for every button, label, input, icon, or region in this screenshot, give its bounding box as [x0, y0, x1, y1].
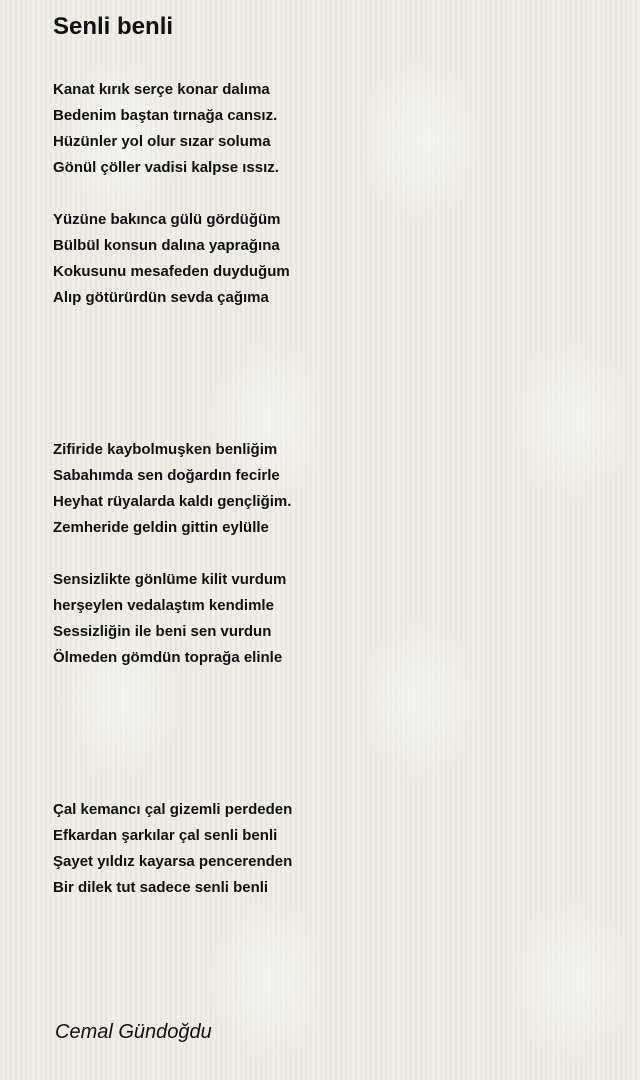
poem-line: Kanat kırık serçe konar dalıma — [53, 81, 270, 98]
stanza-2 — [53, 207, 290, 311]
poem-line: Zifiride kaybolmuşken benliğim — [53, 441, 278, 458]
poem-line: Sabahımda sen doğardın fecirle — [53, 467, 280, 484]
poem-line: Ölmeden gömdün toprağa elinle — [53, 649, 283, 666]
poem-line: Yüzüne bakınca gülü gördüğüm — [53, 211, 281, 228]
poem-line: Efkardan şarkılar çal senli benli — [53, 827, 278, 844]
poem-line: herşeylen vedalaştım kendimle — [53, 597, 274, 614]
poem-author: Cemal Gündoğdu — [55, 1021, 212, 1043]
poem-line: Kokusunu mesafeden duyduğum — [53, 263, 290, 280]
poem-line: Bir dilek tut sadece senli benli — [53, 879, 269, 896]
poem-line: Heyhat rüyalarda kaldı gençliğim. — [53, 493, 292, 510]
poem-line: Bedenim baştan tırnağa cansız. — [53, 107, 278, 124]
poem-line: Sessizliğin ile beni sen vurdun — [53, 623, 272, 640]
stanza-1 — [53, 77, 279, 181]
poem-title: Senli benli — [53, 13, 174, 40]
poem-line: Hüzünler yol olur sızar soluma — [53, 133, 271, 150]
stanza-4 — [53, 567, 286, 671]
poem-line: Şayet yıldız kayarsa pencerenden — [53, 853, 293, 870]
poem-line: Sensizlikte gönlüme kilit vurdum — [53, 571, 287, 588]
poem-line: Gönül çöller vadisi kalpse ıssız. — [53, 159, 279, 176]
poem-line: Bülbül konsun dalına yaprağına — [53, 237, 280, 254]
poem-line: Zemheride geldin gittin eylülle — [53, 519, 269, 536]
stanza-3 — [53, 437, 291, 541]
poem-line: Alıp götürürdün sevda çağıma — [53, 289, 269, 306]
stanza-5 — [53, 797, 292, 901]
poem-line: Çal kemancı çal gizemli perdeden — [53, 801, 293, 818]
